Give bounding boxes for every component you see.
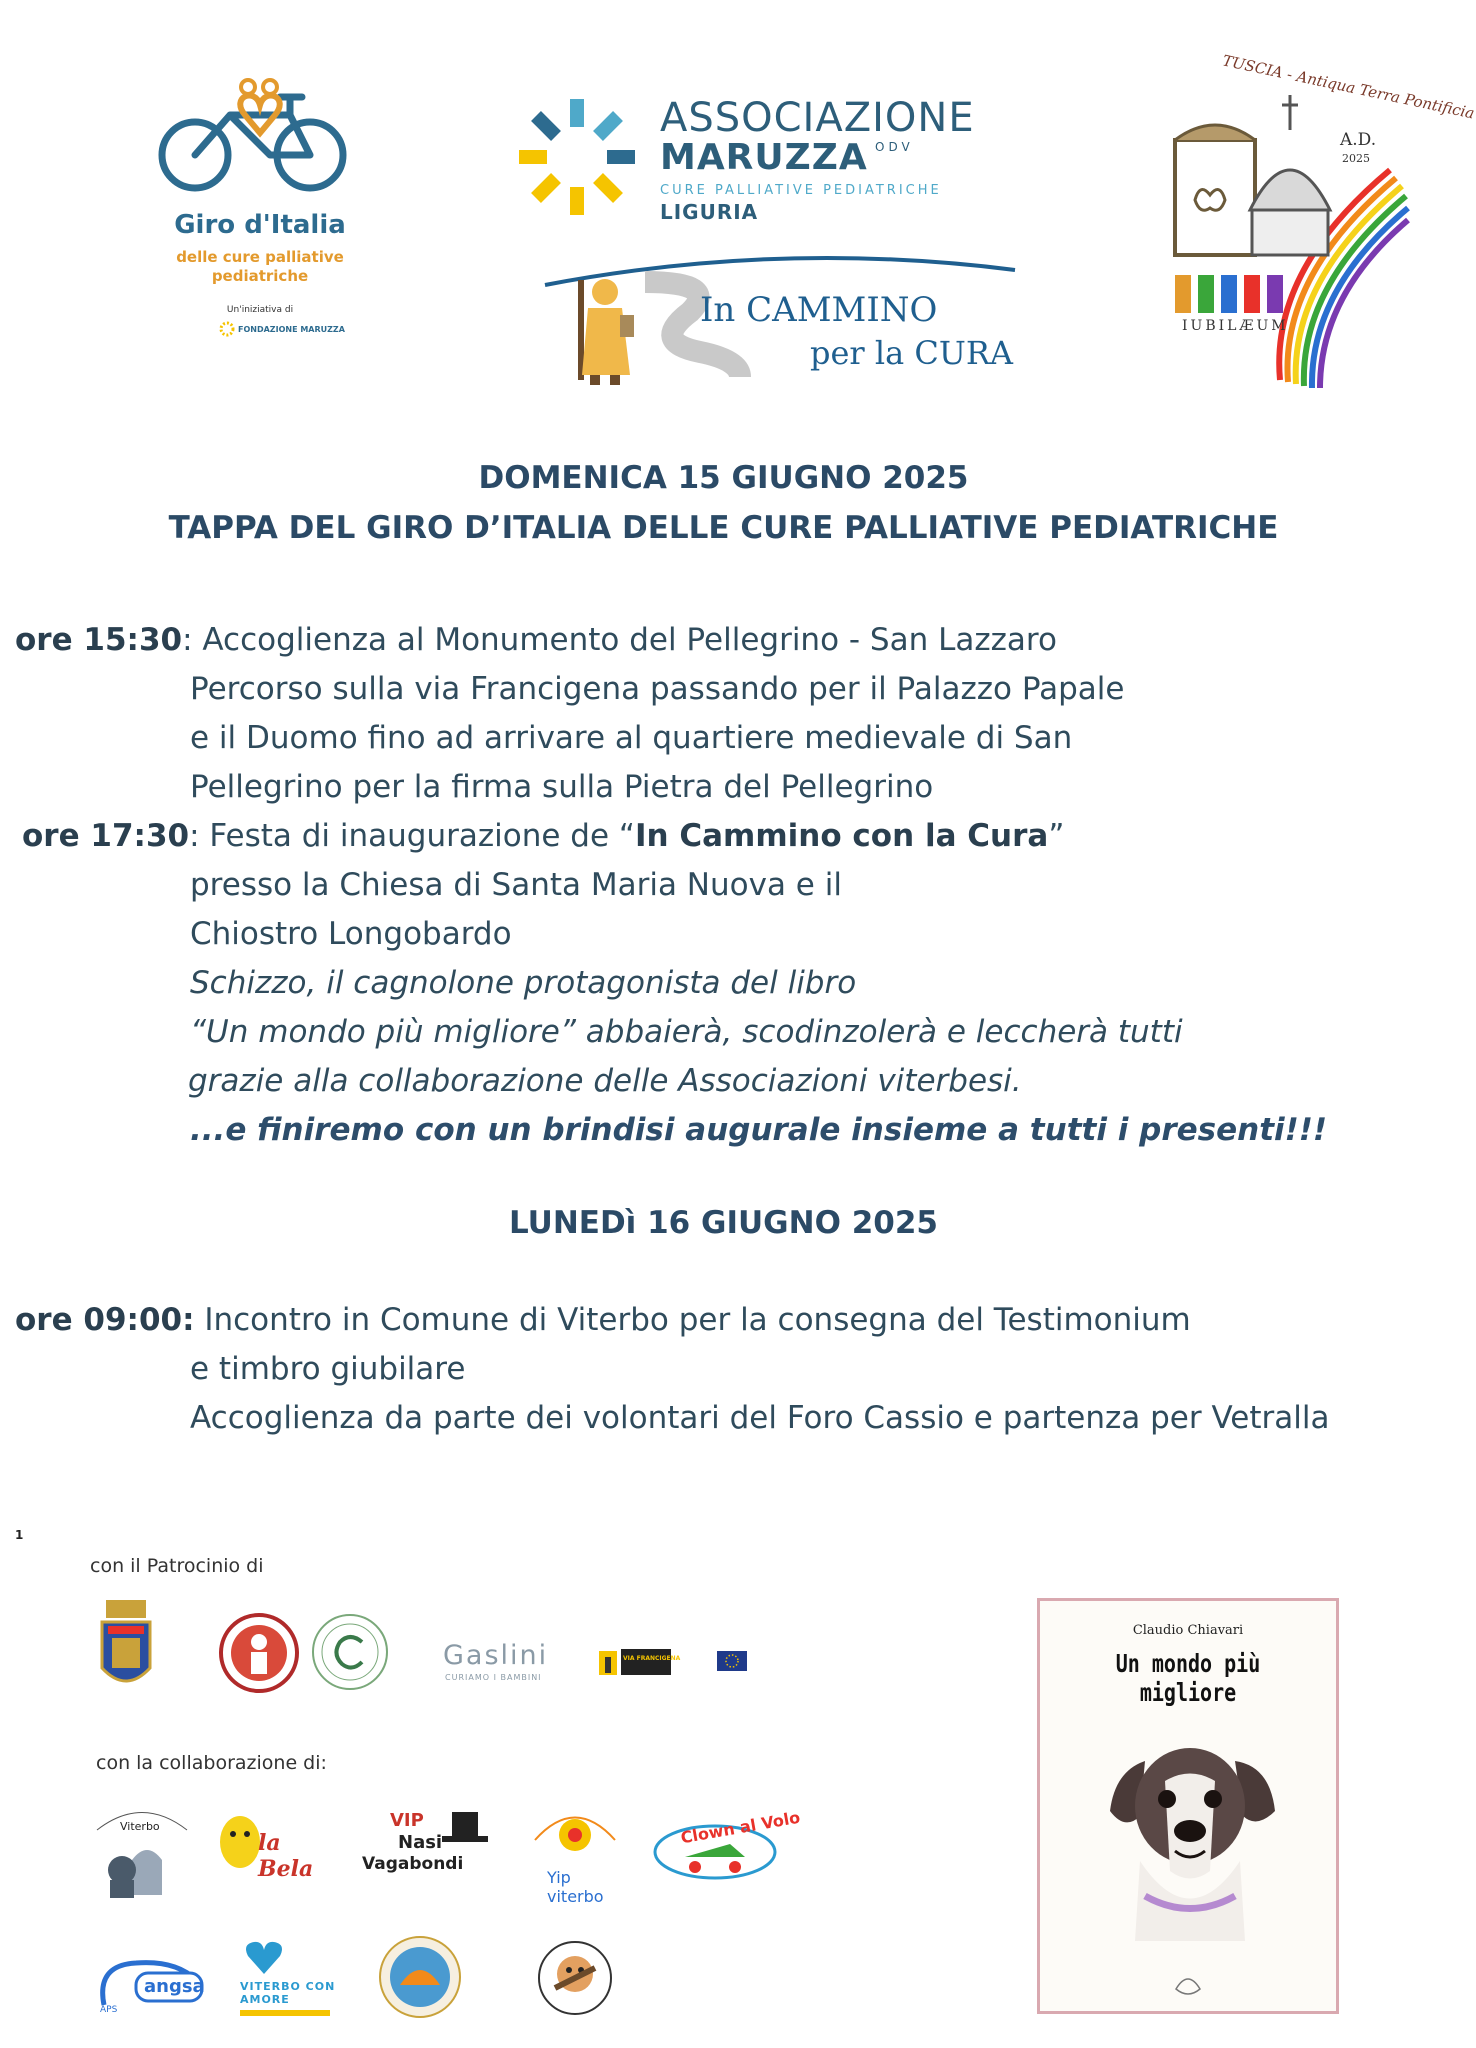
angsa-text: angsa [144,1976,205,1997]
viterbo-amore-text: VITERBO CON AMORE [240,1980,336,2006]
giro-title: Giro d'Italia [174,210,346,240]
top-hat-icon [440,1808,490,1848]
dog-illustration-icon [1085,1721,1295,1951]
nasi-line2: Nasi [398,1832,443,1853]
viterbo-con-amore-logo [238,1940,338,2020]
pilgrim-mini-icon [597,1647,619,1679]
nasi-line3: Vagabondi [362,1854,464,1874]
jubilee-logo [1160,51,1476,390]
eu-flag-icon [717,1651,747,1671]
francigena-text: VIA FRANCIGENA [623,1655,681,1662]
cammino-line1: In CAMMINO [700,290,938,330]
yip-viterbo-logo [525,1800,625,1906]
yip-text: Yip viterbo [547,1868,604,1906]
jubilee-ad: A.D. [1340,130,1377,150]
schedule3-line: Accoglienza da parte dei volontari del Foro Cassio e partenza per Vetralla [190,1400,1330,1436]
cammino-line2: per la CURA [810,334,1014,372]
schedule3-first-line [15,1302,1191,1338]
schedule2-italic-line: Schizzo, il cagnolone protagonista del libro [190,965,857,1001]
schedule2-first-post: ” [1048,818,1065,854]
fondazione-text: FONDAZIONE MARUZZA [238,324,345,334]
schedule3-first-text: Incontro in Comune di Viterbo per la consegna del Testimonium [194,1302,1191,1338]
schedule3-time: ore 09:00: [15,1302,195,1338]
giro-logo [150,75,370,355]
maruzza-logo [515,95,1015,235]
giro-subtitle-1: delle cure palliative [176,248,344,266]
angsa-aps: APS [100,2005,118,2015]
book-title: Un mondo più migliore [1115,1649,1261,1707]
schedule2-line: presso la Chiesa di Santa Maria Nuova e il [190,867,842,903]
giro-subtitle-2: pediatriche [211,267,309,285]
fondazione-mini-logo [220,322,345,336]
basilica-icon [92,1800,192,1900]
schedule1-line: Pellegrino per la firma sulla Pietra del Pellegrino [190,769,934,805]
nasi-line1: VIP [390,1810,424,1831]
day1-title-heading: TAPPA DEL GIRO D’ITALIA DELLE CURE PALLIATIVE PEDIATRICHE [168,510,1279,546]
la-bela-logo [218,1812,328,1882]
publisher-mark-icon [1168,1969,1208,1999]
schedule2-first-pre: : Festa di inaugurazione de “ [189,818,635,854]
musician-association-icon [535,1938,615,2020]
schedule2-first-line [22,818,1064,854]
jubilee-arc-text: TUSCIA - Antiqua Terra Pontificia [1220,51,1476,123]
schedule2-time: ore 17:30 [22,818,190,854]
schedule2-closing: ...e finiremo con un brindisi augurale insieme a tutti i presenti!!! [190,1112,1328,1148]
schedule2-italic-line: “Un mondo più migliore” abbaierà, scodinzolerà e leccherà tutti [190,1014,1183,1050]
schedule1-line: Percorso sulla via Francigena passando per il Palazzo Papale [190,671,1125,707]
amici-viterbo-text: Viterbo [120,1820,160,1833]
la-bela-text: la Bela [258,1830,314,1882]
schedule2-line: Chiostro Longobardo [190,916,512,952]
schedule1-first-line [15,622,1057,658]
maruzza-line3: CURE PALLIATIVE PEDIATRICHE [660,183,942,198]
angsa-logo [96,1955,206,2020]
schedule3-line: e timbro giubilare [190,1351,466,1387]
heart-icon [244,1940,284,1976]
sun-icon [220,322,234,336]
viterbo-crest-icon [98,1598,154,1694]
circle-association-icon [378,1935,463,2020]
sunburst-icon [515,95,640,220]
day2-date-heading: LUNEDì 16 GIUGNO 2025 [509,1205,938,1241]
day1-date-heading: DOMENICA 15 GIUGNO 2025 [478,460,969,496]
schedule1-line: e il Duomo fino ad arrivare al quartiere medievale di San [190,720,1073,756]
cammino-logo [540,250,1020,385]
giro-initiative: Un'iniziativa di [226,305,294,315]
schedule2-italic-line: grazie alla collaborazione delle Associazioni viterbesi. [188,1063,1022,1099]
schedule2-event-name: In Cammino con la Cura [634,818,1049,854]
patronage-label: con il Patrocinio di [90,1555,264,1577]
bicycle-icon [150,75,370,195]
smiley-icon [218,1812,262,1872]
book-author: Claudio Chiavari [1132,1623,1244,1638]
schedule1-first-text: : Accoglienza al Monumento del Pellegrino - San Lazzaro [182,622,1057,658]
francigena-logo [597,1647,757,1679]
schedule1-time: ore 15:30 [15,622,183,658]
maruzza-line4: LIGURIA [660,200,759,224]
jubilee-year: 2025 [1342,152,1370,165]
clown-text: Clown al Volo [679,1807,802,1848]
page-mark: 1 [15,1528,24,1542]
jubilee-emblem-icon [1160,70,1410,390]
cultural-seal-icon [310,1612,390,1692]
gaslini-logo: Gaslini [443,1640,549,1671]
saint-seal-icon [218,1612,300,1694]
jubilee-word: IUBILÆUM [1182,318,1289,334]
maruzza-odv: ODV [875,140,914,154]
clown-al-volo-logo [650,1807,802,1887]
pilgrim-icon [560,270,640,390]
amici-via-francigena-logo [92,1800,192,1900]
collaboration-label: con la collaborazione di: [96,1752,327,1774]
clown-flower-icon [525,1800,625,1870]
gaslini-sub: CURIAMO I BAMBINI [445,1673,542,1682]
book-cover [1037,1598,1339,2014]
maruzza-line1: ASSOCIAZIONE [660,95,975,141]
nasi-vagabondi-logo [360,1808,490,1888]
maruzza-line2: MARUZZA [660,137,868,178]
